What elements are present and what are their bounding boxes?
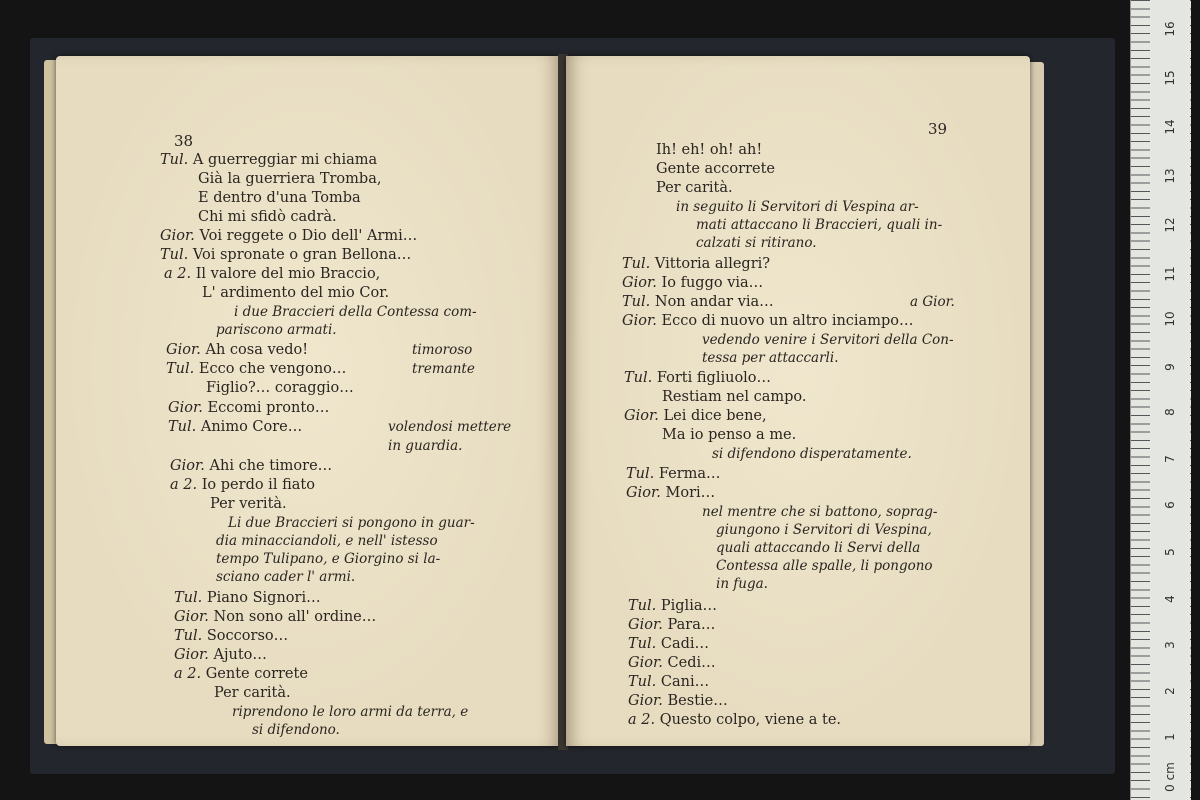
stage-direction: si difendono disperatamente. <box>712 446 912 462</box>
verse-line: Per carità. <box>214 685 291 701</box>
verse-line: Tul. Forti figliuolo… <box>624 370 772 386</box>
stage-direction: vedendo venire i Servitori della Con- <box>702 332 954 348</box>
ruler-number: 7 <box>1163 455 1177 463</box>
verse-line: Tul. Cadi… <box>628 636 710 652</box>
verse-line: Tul. Ferma… <box>626 466 721 482</box>
verse-line: Tul. Soccorso… <box>174 628 289 644</box>
verse-line: Gior. Para… <box>628 617 716 633</box>
ruler-number: 2 <box>1163 687 1177 695</box>
verse-line: a 2. Io perdo il fiato <box>170 477 315 493</box>
stage-direction: nel mentre che si battono, soprag- <box>702 504 938 520</box>
verse-line: Gior. Lei dice bene, <box>624 408 767 424</box>
ruler-number: 3 <box>1163 641 1177 649</box>
verse-line: Tul. Ecco che vengono… <box>166 361 347 377</box>
verse-line: Gior. Ecco di nuovo un altro inciampo… <box>622 313 914 329</box>
verse-line: Ih! eh! oh! ah! <box>656 142 763 158</box>
verse-line: Tul. Voi spronate o gran Bellona… <box>160 247 412 263</box>
side-note: a Gior. <box>910 294 955 310</box>
stage-direction: tempo Tulipano, e Giorgino si la- <box>216 551 441 567</box>
stage-direction: dia minacciandoli, e nell' istesso <box>216 533 438 549</box>
verse-line: Gior. Bestie… <box>628 693 728 709</box>
verse-line: Tul. Cani… <box>628 674 710 690</box>
verse-line: Gior. Cedi… <box>628 655 716 671</box>
verse-line: Tul. Piglia… <box>628 598 717 614</box>
ruler-number: 11 <box>1163 266 1177 282</box>
verse-line: Gior. Non sono all' ordine… <box>174 609 377 625</box>
verse-line: Gior. Mori… <box>626 485 716 501</box>
side-note: volendosi mettere <box>388 419 512 435</box>
side-note: in guardia. <box>388 438 463 454</box>
ruler-number: 12 <box>1163 217 1177 233</box>
stage-direction: Contessa alle spalle, li pongono <box>716 558 933 574</box>
stage-direction: in seguito li Servitori di Vespina ar- <box>676 199 919 215</box>
verse-line: Gior. Voi reggete o Dio dell' Armi… <box>160 228 418 244</box>
left-page <box>56 56 560 746</box>
ruler-number: 16 <box>1163 21 1177 37</box>
ruler-number: 4 <box>1163 595 1177 603</box>
verse-line: Tul. Vittoria allegri? <box>622 256 771 272</box>
verse-line: a 2. Il valore del mio Braccio, <box>164 266 381 282</box>
stage-direction: giungono i Servitori di Vespina, <box>716 522 932 538</box>
stage-direction: i due Braccieri della Contessa com- <box>234 304 477 320</box>
page-number: 38 <box>174 132 194 150</box>
ruler-number: 14 <box>1163 119 1177 135</box>
verse-line: Gior. Eccomi pronto… <box>168 400 330 416</box>
verse-line: Figlio?… coraggio… <box>206 380 354 396</box>
verse-line: Gior. Ajuto… <box>174 647 267 663</box>
verse-line: Restiam nel campo. <box>662 389 807 405</box>
verse-line: Già la guerriera Tromba, <box>198 171 382 187</box>
verse-line: Gior. Ahi che timore… <box>170 458 333 474</box>
side-note: tremante <box>412 361 475 377</box>
ruler-number: 1 <box>1163 733 1177 741</box>
right-page <box>566 56 1030 746</box>
ruler-number: 8 <box>1163 408 1177 416</box>
ruler-number: 13 <box>1163 168 1177 184</box>
verse-line: Per verità. <box>210 496 287 512</box>
ruler-number: 15 <box>1163 70 1177 86</box>
stage-direction: si difendono. <box>252 722 340 738</box>
stage-direction: quali attaccando li Servi della <box>716 540 921 556</box>
verse-line: Tul. Animo Core… <box>168 419 303 435</box>
verse-line: L' ardimento del mio Cor. <box>202 285 390 301</box>
stage-direction: sciano cader l' armi. <box>216 569 356 585</box>
verse-line: Tul. Non andar via… <box>622 294 774 310</box>
verse-line: a 2. Gente correte <box>174 666 308 682</box>
verse-line: a 2. Questo colpo, viene a te. <box>628 712 842 728</box>
ruler-number: 5 <box>1163 548 1177 556</box>
ruler-number: 9 <box>1163 363 1177 371</box>
ruler-number: 10 <box>1163 311 1177 327</box>
verse-line: Gior. Ah cosa vedo! <box>166 342 309 358</box>
stage-direction: calzati si ritirano. <box>696 235 817 251</box>
side-note: timoroso <box>412 342 473 358</box>
verse-line: E dentro d'una Tomba <box>198 190 361 206</box>
verse-line: Gente accorrete <box>656 161 775 177</box>
stage-direction: in fuga. <box>716 576 768 592</box>
verse-line: Gior. Io fuggo via… <box>622 275 764 291</box>
stage-direction: riprendono le loro armi da terra, e <box>232 704 469 720</box>
verse-line: Tul. A guerreggiar mi chiama <box>160 152 378 168</box>
verse-line: Per carità. <box>656 180 733 196</box>
page-number: 39 <box>928 120 948 138</box>
stage-direction: mati attaccano li Braccieri, quali in- <box>696 217 943 233</box>
verse-line: Ma io penso a me. <box>662 427 797 443</box>
ruler-number: 6 <box>1163 501 1177 509</box>
verse-line: Tul. Piano Signori… <box>174 590 321 606</box>
stage-direction: pariscono armati. <box>216 322 337 338</box>
ruler-number: 0 cm <box>1163 762 1177 792</box>
stage-direction: tessa per attaccarli. <box>702 350 839 366</box>
stage-direction: Li due Braccieri si pongono in guar- <box>228 515 475 531</box>
verse-line: Chi mi sfidò cadrà. <box>198 209 337 225</box>
